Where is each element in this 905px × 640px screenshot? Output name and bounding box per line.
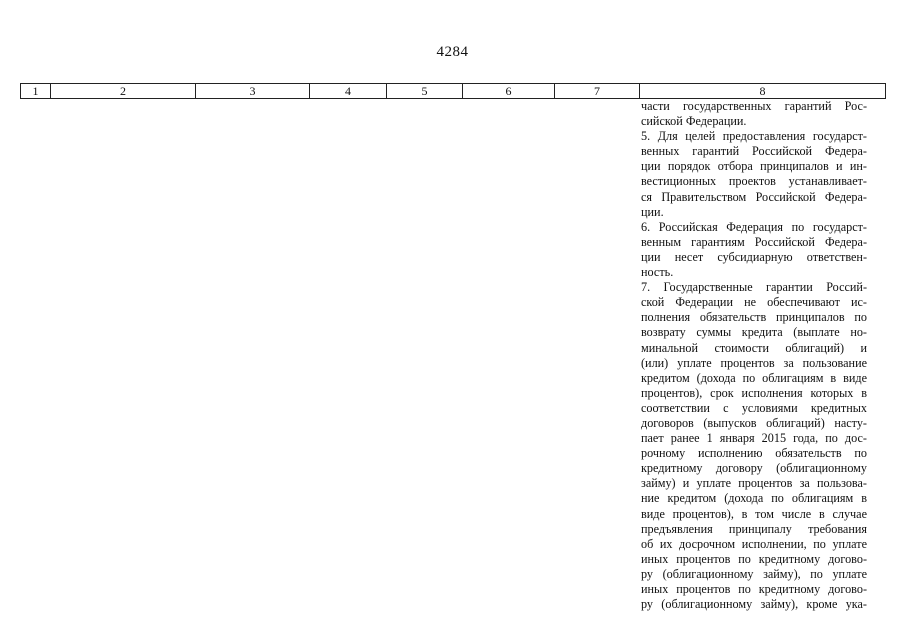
text-line: ции несет субсидиарную ответствен- xyxy=(641,249,867,264)
text-line: части государственных гарантий Рос- xyxy=(641,99,867,113)
text-line: венным гарантиям Российской Федера- xyxy=(641,234,867,249)
column-number-header xyxy=(20,83,886,99)
text-line: рочному исполнению обязательств по xyxy=(641,446,867,461)
text-line: ру (облигационному займу), кроме ука- xyxy=(641,597,867,612)
column-number-5: 5 xyxy=(387,84,463,99)
text-line: полнения обязательств принципалов по xyxy=(641,310,867,325)
text-line: 5. Для целей предоставления государст- xyxy=(641,129,867,144)
text-line: процентов), срок исполнения которых в xyxy=(641,385,867,400)
text-line: ру (облигационному займу), по уплате xyxy=(641,566,867,581)
text-line: пает ранее 1 января 2015 года, по дос- xyxy=(641,431,867,446)
column-number-6: 6 xyxy=(463,84,555,99)
text-line: кредитному договору (облигационному xyxy=(641,461,867,476)
text-line: (или) уплате процентов за пользование xyxy=(641,355,867,370)
column-number-1: 1 xyxy=(21,84,51,99)
text-line: займу) и уплате процентов за пользова- xyxy=(641,476,867,491)
column-number-4: 4 xyxy=(310,84,387,99)
text-line: предъявления принципалу требования xyxy=(641,521,867,536)
text-line: ской Федерации не обеспечивают ис- xyxy=(641,295,867,310)
text-line: сийской Федерации. xyxy=(641,114,747,129)
column-number-7: 7 xyxy=(555,84,640,99)
column-number-3: 3 xyxy=(196,84,310,99)
text-line: 7. Государственные гарантии Россий- xyxy=(641,280,867,295)
text-line: венных гарантий Российской Федера- xyxy=(641,144,867,159)
text-line: ции порядок отбора принципалов и ин- xyxy=(641,159,867,174)
text-line: возврату суммы кредита (выплате но- xyxy=(641,325,867,340)
text-line: иных процентов по кредитному догово- xyxy=(641,551,867,566)
text-line: ции. xyxy=(641,204,664,219)
text-line: об их досрочном исполнении, по уплате xyxy=(641,536,867,551)
text-line: соответствии с условиями кредитных xyxy=(641,400,867,415)
text-line: ся Правительством Российской Федера- xyxy=(641,189,867,204)
column-8-text xyxy=(641,99,867,612)
text-line: ние кредитом (дохода по облигациям в xyxy=(641,491,867,506)
text-line: виде процентов), в том числе в случае xyxy=(641,506,867,521)
text-line: минальной стоимости облигаций) и xyxy=(641,340,867,355)
text-line: кредитом (дохода по облигациям в виде xyxy=(641,370,867,385)
page-number: 4284 xyxy=(436,44,469,60)
text-line: ность. xyxy=(641,265,674,280)
text-line: вестиционных проектов устанавливает- xyxy=(641,174,867,189)
text-line: иных процентов по кредитному догово- xyxy=(641,582,867,596)
text-line: договоров (выпусков облигаций) насту- xyxy=(641,415,867,430)
column-number-2: 2 xyxy=(51,84,196,99)
text-line: 6. Российская Федерация по государст- xyxy=(641,219,867,234)
column-number-8: 8 xyxy=(640,84,886,99)
